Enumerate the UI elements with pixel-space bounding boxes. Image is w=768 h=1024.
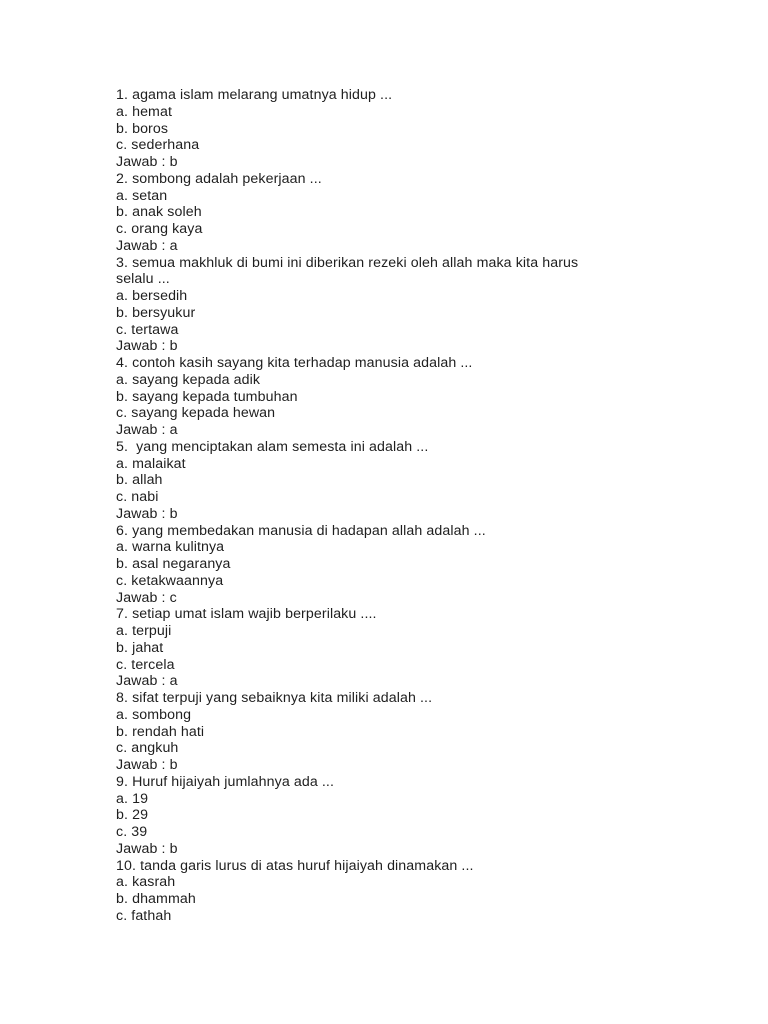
question-block bbox=[116, 255, 736, 356]
answer-option: a. 19 bbox=[116, 790, 149, 807]
answer-key: Jawab : b bbox=[116, 505, 178, 522]
question-text: 5. yang menciptakan alam semesta ini adalah ... bbox=[116, 438, 429, 455]
question-text: 10. tanda garis lurus di atas huruf hijaiyah dinamakan ... bbox=[116, 857, 474, 874]
answer-key: Jawab : a bbox=[116, 673, 178, 690]
answer-option: c. angkuh bbox=[116, 740, 179, 757]
question-text: 3. semua makhluk di bumi ini diberikan rezeki oleh allah maka kita harus bbox=[116, 254, 579, 271]
answer-key: Jawab : a bbox=[116, 237, 178, 254]
answer-option: b. rendah hati bbox=[116, 723, 205, 740]
answer-option: c. nabi bbox=[116, 489, 159, 505]
question-block bbox=[116, 606, 736, 690]
answer-option: c. sederhana bbox=[116, 137, 200, 154]
answer-option: a. hemat bbox=[116, 103, 173, 120]
answer-option: a. kasrah bbox=[116, 874, 176, 891]
question-block bbox=[116, 171, 736, 255]
answer-option: a. sombong bbox=[116, 706, 192, 723]
answer-option: c. sayang kepada hewan bbox=[116, 405, 276, 422]
answer-option: a. terpuji bbox=[116, 623, 172, 639]
question-text: 1. agama islam melarang umatnya hidup ... bbox=[116, 87, 393, 103]
answer-option: c. ketakwaannya bbox=[116, 572, 224, 589]
answer-option: b. sayang kepada tumbuhan bbox=[116, 388, 298, 405]
question-block bbox=[116, 439, 736, 523]
question-block bbox=[116, 690, 736, 774]
answer-key: Jawab : a bbox=[116, 422, 178, 438]
answer-option: c. tertawa bbox=[116, 321, 179, 338]
answer-option: b. jahat bbox=[116, 639, 164, 656]
question-text: 4. contoh kasih sayang kita terhadap manusia adalah ... bbox=[116, 355, 473, 371]
answer-option: b. boros bbox=[116, 120, 169, 137]
answer-key: Jawab : b bbox=[116, 840, 178, 857]
question-block bbox=[116, 87, 736, 171]
answer-key: Jawab : b bbox=[116, 338, 178, 355]
question-text: 6. yang membedakan manusia di hadapan allah adalah ... bbox=[116, 522, 486, 539]
answer-option: c. orang kaya bbox=[116, 221, 203, 237]
answer-option: c. 39 bbox=[116, 824, 148, 840]
document-page bbox=[116, 87, 736, 925]
answer-option: b. allah bbox=[116, 472, 163, 489]
question-text: 8. sifat terpuji yang sebaiknya kita miliki adalah ... bbox=[116, 690, 433, 706]
question-text: selalu ... bbox=[116, 271, 170, 288]
question-text: 7. setiap umat islam wajib berperilaku .... bbox=[116, 606, 377, 623]
answer-option: a. malaikat bbox=[116, 455, 186, 472]
question-block bbox=[116, 858, 736, 925]
answer-option: a. setan bbox=[116, 187, 168, 204]
question-block bbox=[116, 355, 736, 439]
answer-option: c. tercela bbox=[116, 656, 175, 673]
question-block bbox=[116, 523, 736, 607]
answer-option: b. anak soleh bbox=[116, 204, 202, 221]
question-text: 2. sombong adalah pekerjaan ... bbox=[116, 170, 322, 187]
answer-key: Jawab : b bbox=[116, 154, 178, 170]
answer-option: b. 29 bbox=[116, 807, 149, 824]
answer-key: Jawab : b bbox=[116, 757, 178, 773]
answer-option: b. asal negaranya bbox=[116, 556, 231, 572]
answer-key: Jawab : c bbox=[116, 589, 177, 606]
answer-option: c. fathah bbox=[116, 907, 172, 924]
answer-option: b. bersyukur bbox=[116, 304, 196, 321]
question-text: 9. Huruf hijaiyah jumlahnya ada ... bbox=[116, 773, 335, 790]
answer-option: a. bersedih bbox=[116, 288, 188, 304]
answer-option: b. dhammah bbox=[116, 891, 196, 907]
answer-option: a. sayang kepada adik bbox=[116, 371, 261, 388]
answer-option: a. warna kulitnya bbox=[116, 539, 225, 556]
question-block bbox=[116, 774, 736, 858]
